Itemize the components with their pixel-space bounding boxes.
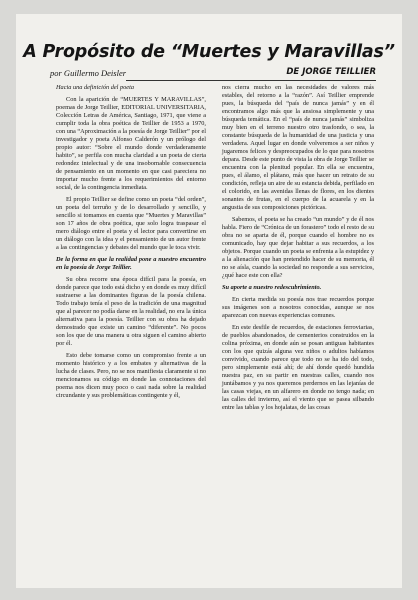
left-column [56, 84, 206, 404]
article-title: A Propósito de “Muertes y Maravillas” [23, 42, 395, 62]
paragraph: nos cierra mucho en las necesidades de valores más estables, del retorno a la “razón”. Así Teillier emprende pues, la búsqueda del “país de nunca jamás” y en él encontramos algo más que la ansiosa simplemente y una búsqueda temática. En el “país de nunca jamás” simboliza muy bien en el terreno nuestro otro trasfondo, o sea, la constante búsqueda de la humanidad de una justicia y una verdadera. Aquel lugar en donde volveremos a ser niños y jugaremos felices y despreocupados de lo que para nosotros depara. Desde este punto de vista la obra de Jorge Teillier se encuentra con la plenitud popular. En ella se encuentra, pues, el álamo, el plátano, más que hacer un retrato de su condición, refleja un aire de su estancia debida, perfilado en el colorido, en las avenidas llenas de flores, en los dientes sonantes de frutas, en el cuerpo de la acuarela y en la angustia de sus composiciones pictóricas. [222, 84, 374, 211]
article-subject: DE JORGE TEILLIER [286, 67, 376, 77]
document-page [16, 14, 402, 588]
paragraph: Su obra recorre una época difícil para la poesía, en donde parece que todo está dicho y en donde es muy difícil sustraerse a las dominantes figuras de la poesía chilena. Todo trabajo tenía el peso de la tradición de una magnitud que al parecer no podía darse en la realidad, no era la única alternativa para la poesía. Teillier con su obra ha dejado demostrado que existe un camino “diferente”. No pocos son los que de una manera u otra siguen el camino abierto por él. [56, 276, 206, 347]
paragraph: El propio Teillier se define como un poeta “del orden”, un poeta del terruño y de lo desarrollado y sencillo, y sencillo si tomamos en cuenta que “Muertes y Maravillas” son 17 años de obra poética, que solo logra traspasar el mero diálogo entre el poeta y el lector para convertirse en un diálogo con la idea y el pensamiento de un autor frente a las contingencias y debates del mundo que le toca vivir. [56, 196, 206, 251]
right-column [222, 84, 374, 416]
section-heading: Su aporte a nuestro redescubrimiento. [222, 284, 322, 291]
epigraph: Hacia una definición del poeta [56, 84, 134, 91]
paragraph: Sabemos, el poeta se ha creado “un mundo” y de él nos habla. Fiero de “Crónica de un forastero” todo el resto de su obra no se aparta de él, porque cuando el hombre no es comunicado, hay que dejar habitar a sus recuerdos, a los objetos. Porque cuando un poeta se enfrenta a la estupidez y a la alienación que han pretendido hacer de su memoria, él no se aísla, cuando la sociedad no responde a sus servicios, ¿qué hace este con ella? [222, 216, 374, 279]
paragraph: En cierta medida su poesía nos trae recuerdos porque sus imágenes son a nosotros conocidas, aunque se nos aparezcan con nuevas experiencias comunes. [222, 296, 374, 319]
paragraph: Esto debe tomarse como un compromiso frente a un momento histórico y a los embates y alternativas de la lucha de clases. Pero, no se nos manifiesta claramente si no mencionamos su código en donde las connotaciones del poema nos dicen muy poco o casi nada sobre la realidad circundante y sus problemáticas contingente y él, [56, 352, 206, 399]
paragraph: En este desfile de recuerdos, de estaciones ferroviarias, de pueblos abandonados, de cementerios construidos en la colina próxima, en donde aún se posan antiguas habitantes con los que quizás alguna vez niños o adultos habíamos convivido, cuando parece que todo no se ha ido del todo, pero simplemente está ahí; de ahí donde quedó hundida nuestra paz, en su partir en nuestras calles, cuando nos juntábamos y ya nos queremos perdernos en las lejanías de las casas viejas, en un alfarero en donde no tengo nada; en las calles del invierno, así el viento que se pasea silbando entre las tablas y los hojalatas, de las cosas [222, 324, 374, 411]
paragraph: Con la aparición de “MUERTES Y MARAVILLAS”, poemas de Jorge Teillier, EDITORIAL UNIVERSITARIA, Colección Letras de América, Santiago, 1971, que viene a cumplir toda la obra poética de Teillier de 1953 a 1970, con una “Aproximación a la poesía de Jorge Teillier” por el investigador y poeta Alfonso Calderón y un prólogo del propio autor: “Sobre el mundo donde verdaderamente habito”, se perfila con mucha claridad a un poeta de cierta redondez intelectual y de una insobornable consecuencia de pensamiento en un momento en que casi pareciera no importar mucho frente a los requerimientos del entorno social, de la contingencia inmediata. [56, 96, 206, 191]
section-heading: De la forma en que la realidad pone a nuestro encuentro en la poesía de Jorge Teillier. [56, 256, 206, 271]
article-author: por Guillermo Deisler [50, 68, 127, 78]
title-rule [126, 80, 376, 81]
